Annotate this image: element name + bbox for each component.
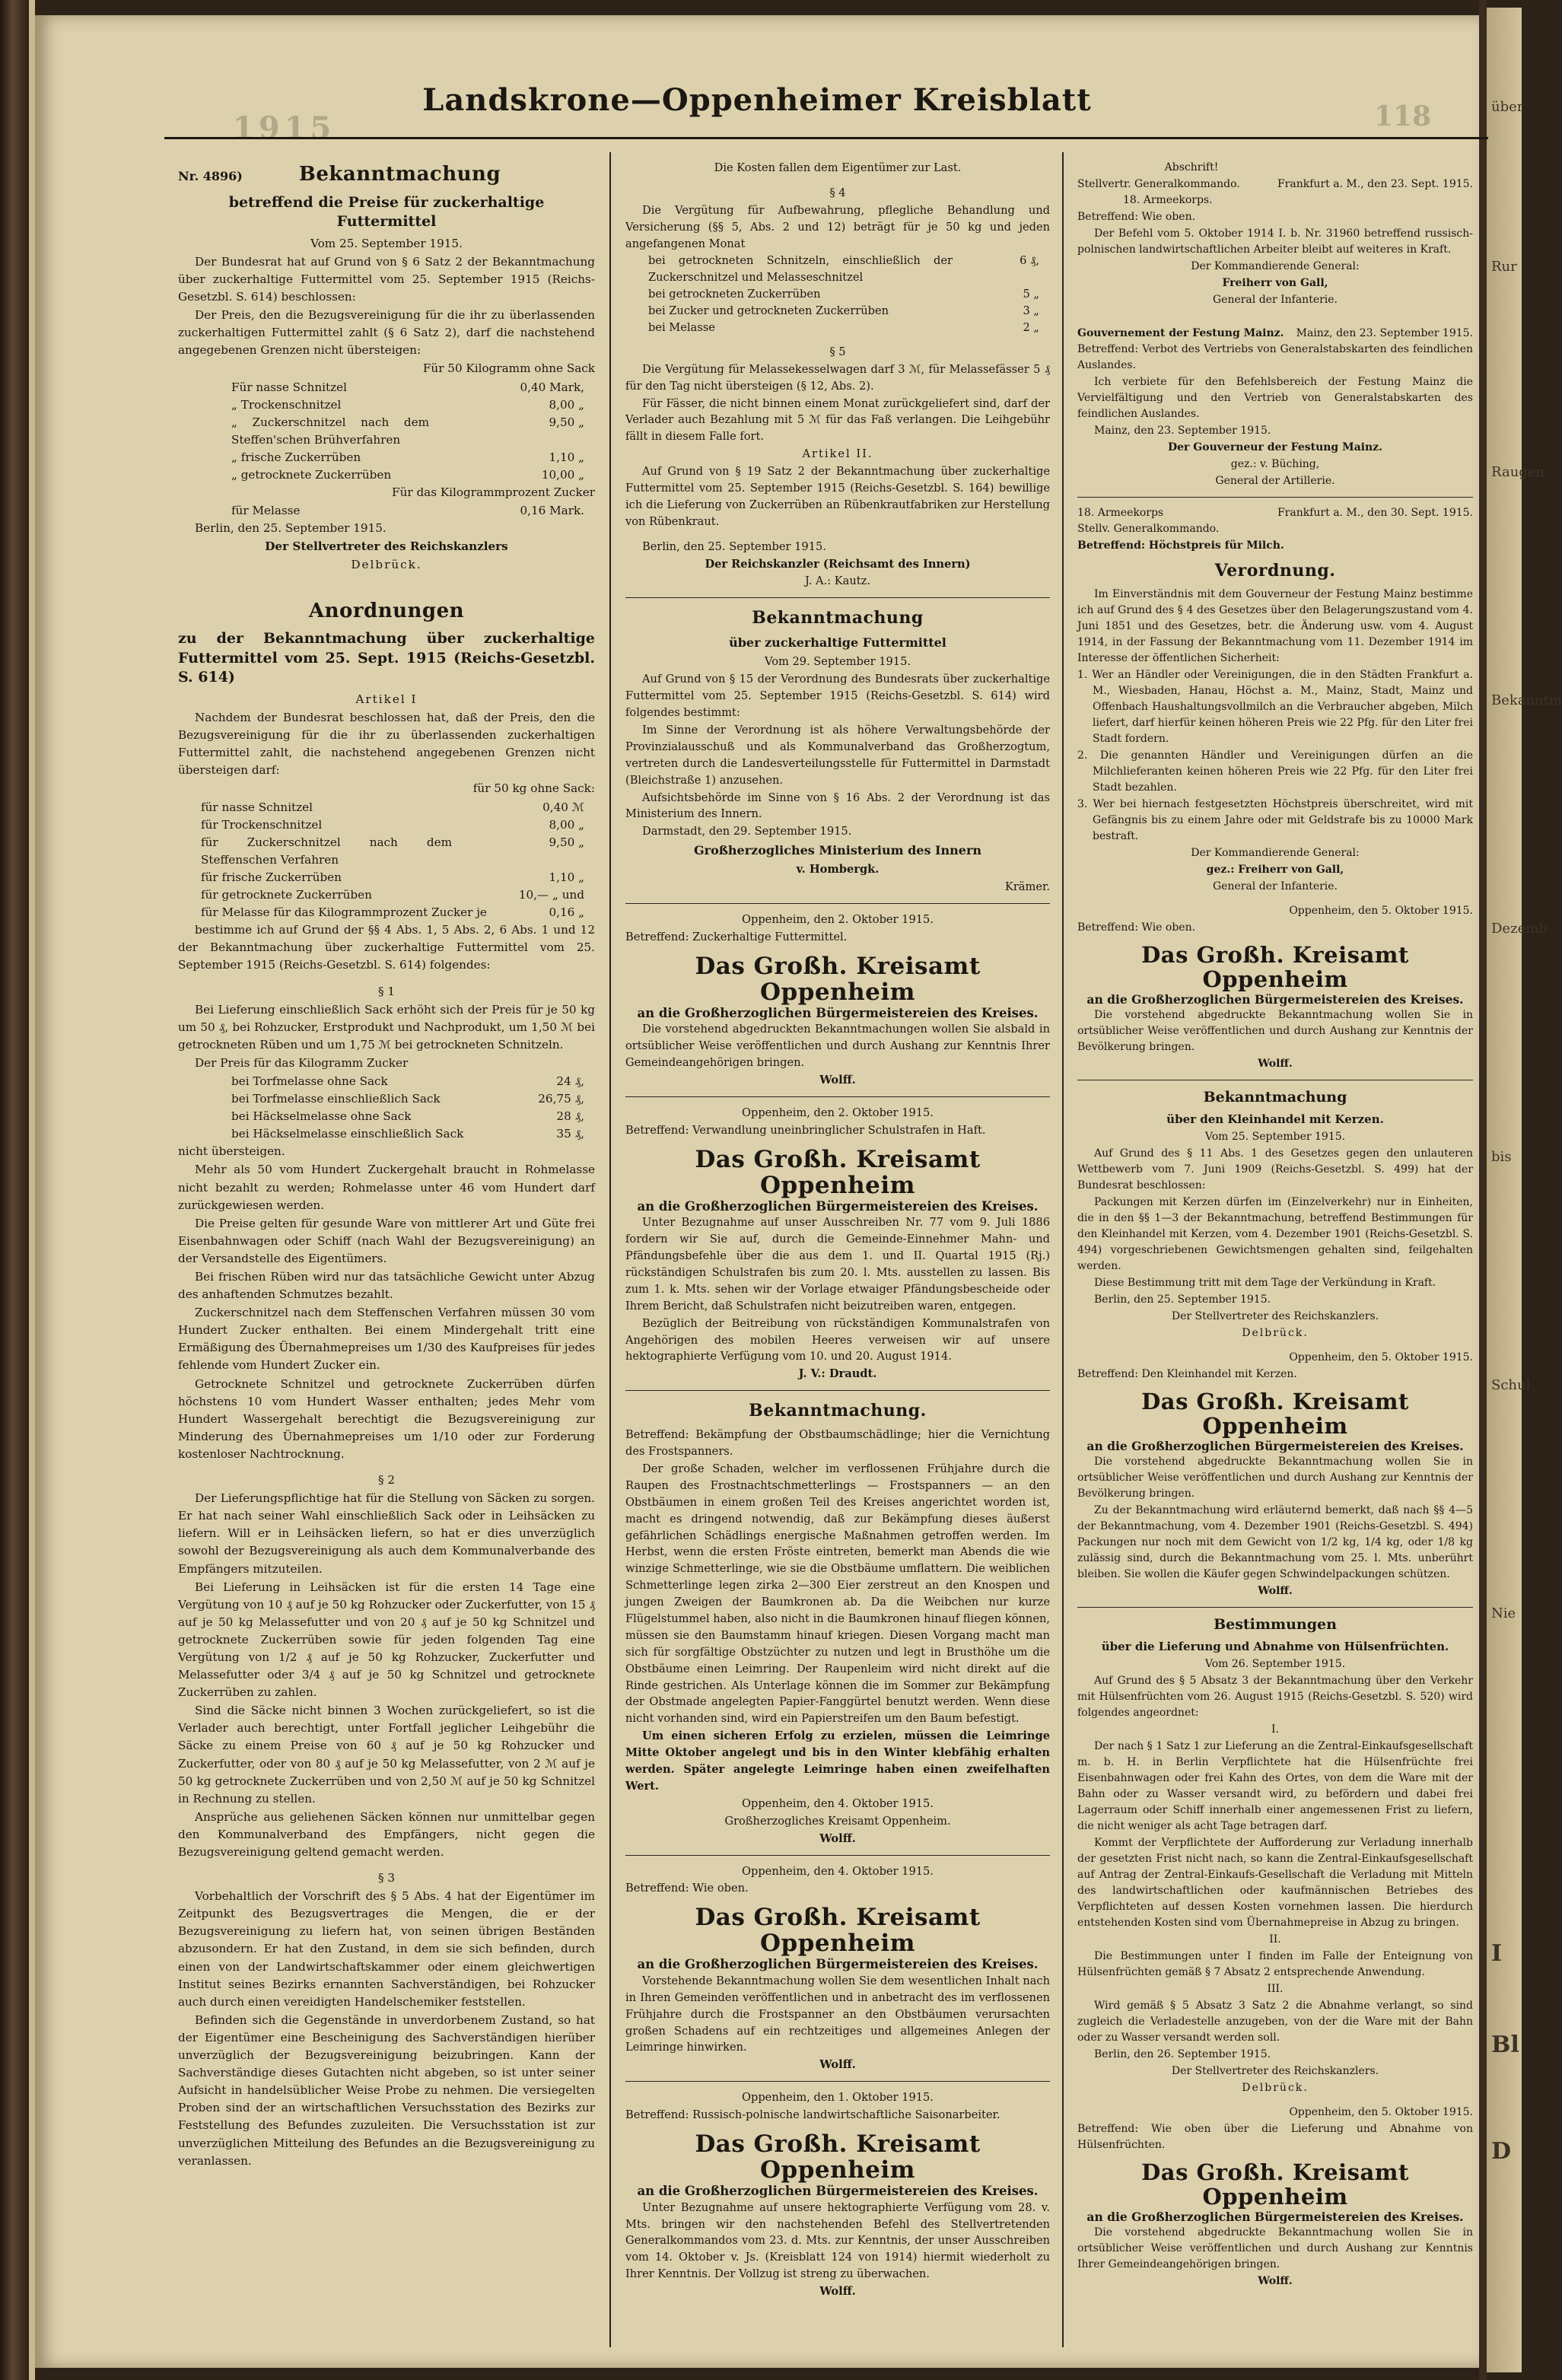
paragraph: Ich verbiete für den Befehlsbereich der Festung Mainz die Vervielfältigung und den Vertrieb von Generalstabskarten des feindlichen Auslandes.	[1077, 376, 1473, 420]
price-row: für Melasse 0,16 Mark.	[231, 504, 584, 518]
price-row: bei Torfmelasse ohne Sack 24 ₰,	[231, 1074, 584, 1088]
corps-label: 18. Armeekorps.	[1123, 194, 1213, 206]
betreff: Betreffend: Bekämpfung der Obstbaumschädlinge; hier die Vernichtung des Frostspanners.	[625, 1428, 1050, 1459]
kreisamt-heading: Das Großh. Kreisamt Oppenheim	[1141, 2159, 1409, 2210]
signer-name: J. A.: Kautz.	[805, 574, 870, 588]
ministry-name: Großherzogliches Ministerium des Innern	[693, 843, 982, 858]
signer-title: Der Kommandierende General:	[1191, 260, 1360, 272]
kreisamt-subheading: an die Großherzoglichen Bürgermeistereien des Kreises.	[637, 1005, 1039, 1020]
paragraph: Nachdem der Bundesrat beschlossen hat, daß der Preis, den die Bezugsvereinigung für die ihr zu überlassenden zuckerhaltigen Futtermittel zahlt, die nachstehend angegebenen Grenzen nicht übersteigen darf:	[178, 711, 595, 778]
list-item: 2. Die genannten Händler und Vereinigungen dürfen an die Milchlieferanten keinen höheren Preis wie 22 Pfg. für den Liter frei Stadt bezahlen.	[1077, 749, 1473, 794]
betreff: Betreffend: Wie oben.	[1077, 921, 1196, 934]
column-3	[1077, 160, 1473, 2290]
price-row: „ getrocknete Zuckerrüben 10,00 „	[231, 468, 584, 482]
kreisamt-subheading: an die Großherzoglichen Bürgermeistereien des Kreises.	[1086, 2209, 1464, 2224]
adjacent-page-fragment: Nie	[1491, 1605, 1516, 1621]
section-sign: § 1	[377, 984, 396, 998]
kreisamt-heading: Das Großh. Kreisamt Oppenheim	[1141, 942, 1409, 992]
price-row: bei getrockneten Zuckerrüben 5 „	[648, 288, 1039, 301]
signer-name: Delbrück.	[1242, 2082, 1309, 2095]
signer-title: Der Kommandierende General:	[1191, 847, 1360, 859]
page-edge	[29, 0, 35, 2380]
bleed-through-page-number: 118	[1374, 100, 1432, 132]
office-name: Großherzogliches Kreisamt Oppenheim.	[724, 1814, 951, 1828]
signer-name: Wolff.	[819, 1831, 856, 1845]
betreff: Betreffend: Höchstpreis für Milch.	[1077, 539, 1284, 552]
notice-date: Oppenheim, den 5. Oktober 1915.	[1289, 905, 1473, 917]
kreisamt-heading: Das Großh. Kreisamt Oppenheim	[695, 2130, 981, 2184]
price-row: für Trockenschnitzel 8,00 „	[201, 817, 584, 832]
price-row: „ frische Zuckerrüben 1,10 „	[231, 450, 584, 464]
signer-name: Wolff.	[819, 1074, 856, 1087]
notice-subheading: über den Kleinhandel mit Kerzen.	[1166, 1112, 1384, 1126]
betreff: Betreffend: Verwandlung uneinbringlicher Schulstrafen in Haft.	[625, 1123, 986, 1137]
signer-name: Delbrück.	[351, 558, 422, 572]
paragraph: Der Befehl vom 5. Oktober 1914 I. b. Nr. 31960 betreffend russisch-polnischen landwirtschaftlichen Arbeiter bleibt auf weiteres in Kraft.	[1077, 228, 1473, 256]
signer-rank: General der Infanterie.	[1212, 880, 1338, 892]
newspaper-page	[35, 15, 1479, 2368]
notice-date: Vom 29. September 1915.	[765, 655, 911, 669]
paragraph: Im Einverständnis mit dem Gouverneur der Festung Mainz bestimme ich auf Grund des § 4 des Gesetzes über den Belagerungszustand vom 4. Juni 1851 und des Gesetzes, betr. die Änderung usw. vom 4. August 1914, in der Fassung der Bekanntmachung vom 11. Dezember 1914 im Interesse der öffentlichen Sicherheit:	[1077, 588, 1473, 664]
paragraph: Die Preise gelten für gesunde Ware von mittlerer Art und Güte frei Eisenbahnwagen oder Schiff (nach Wahl der Bezugsvereinigung) an der Versandstelle des Eigentümers.	[178, 1216, 595, 1265]
place-date: Berlin, den 25. September 1915.	[642, 539, 826, 553]
paragraph: Diese Bestimmung tritt mit dem Tage der Verkündung in Kraft.	[1094, 1277, 1436, 1290]
notice-date: Oppenheim, den 4. Oktober 1915.	[742, 1796, 934, 1810]
paragraph: Die Kosten fallen dem Eigentümer zur Last.	[714, 161, 962, 174]
price-row: „ Trockenschnitzel 8,00 „	[231, 397, 584, 412]
signer-name: Wolff.	[819, 2058, 856, 2072]
paragraph: Auf Grund des § 5 Absatz 3 der Bekanntmachung über den Verkehr mit Hülsenfrüchten vom 26. August 1915 (Reichs-Gesetzbl. S. 520) wird folgendes angeordnet:	[1077, 1675, 1473, 1720]
paragraph: Bei Lieferung in Leihsäcken ist für die ersten 14 Tage eine Vergütung von 10 ₰ auf je 50 kg Rohzucker oder Zuckerfutter, von 15 ₰ auf je 50 kg Melassefutter und von 20 ₰ auf je 50 kg Schnitzel und getrocknete Zuckerrüben sowie für jeden folgenden Tag eine Vergütung von 1/2 ₰ auf je 50 kg Rohzucker, Zuckerfutter und Melassefutter oder 3/4 ₰ auf je 50 kg Schnitzel und getrocknete Zuckerrüben zu zahlen.	[178, 1580, 595, 1700]
signer-name: v. Hombergk.	[796, 863, 880, 877]
paragraph: Unter Bezugnahme auf unser Ausschreiben Nr. 77 vom 9. Juli 1886 fordern wir Sie auf, durch die Gemeinde-Einnehmer Mahn- und Pfändungsbefehle über die aus dem 1. und II. Quartal 1915 (Rj.) rückständigen Schulstrafen bis zum 20. l. Mts. ausstellen zu lassen. Bis zum 1. k. Mts. sehen wir der Vorlage etwaiger Pfändungsbescheide oder Ihrem Bericht, daß Schulstrafen nicht beizutreiben waren, entgegen.	[625, 1216, 1050, 1312]
notice-heading: Bekanntmachung	[752, 608, 924, 628]
signer-name: Wolff.	[819, 2285, 856, 2299]
signer-title: Der Stellvertreter des Reichskanzlers.	[1171, 1310, 1379, 1323]
signer-name: Wolff.	[1258, 1057, 1293, 1070]
masthead-title: Landskrone—Oppenheimer Kreisblatt	[422, 82, 1092, 118]
paragraph: Sind die Säcke nicht binnen 3 Wochen zurückgeliefert, so ist die Verlader auch berechtigt, unter Fortfall jeglicher Leihgebühr die Säcke zu einem Preise von 60 ₰ auf je 50 kg Rohzucker und Zuckerfutter, oder von 80 ₰ auf je 50 kg Melassefutter, von 2 ℳ auf je 50 kg getrocknete Zuckerrüben und von 2,50 ℳ auf je 50 kg Schnitzel in Rechnung zu stellen.	[178, 1704, 595, 1806]
price-row: für frische Zuckerrüben 1,10 „	[201, 870, 584, 884]
paragraph: Die vorstehend abgedruckten Bekanntmachungen wollen Sie alsbald in ortsüblicher Weise veröffentlichen und durch Aushang zur Kenntnis Ihrer Gemeindeangehörigen bringen.	[625, 1023, 1050, 1070]
paragraph: Die Bestimmungen unter I finden im Falle der Enteignung von Hülsenfrüchten gemäß § 7 Absatz 2 entsprechende Anwendung.	[1077, 1950, 1473, 1979]
notice-heading: Bekanntmachung.	[749, 1401, 927, 1421]
signer-name: Krämer.	[1004, 880, 1050, 894]
place-date: Darmstadt, den 29. September 1915.	[642, 825, 852, 838]
section-sign: § 3	[377, 1871, 396, 1885]
paragraph: Packungen mit Kerzen dürfen im (Einzelverkehr) nur in Einheiten, die in den §§ 1—3 der Bekanntmachung, betreffend Bestimmungen für den Kleinhandel mit Kerzen, vom 4. Dezember 1901 (Reichs-Gesetzbl. S. 494) vorgeschriebenen Gewichtsmengen gehalten sind, feilgehalten werden.	[1077, 1196, 1473, 1273]
betreff: Betreffend: Russisch-polnische landwirtschaftliche Saisonarbeiter.	[625, 2108, 1001, 2122]
section-subheading: zu der Bekanntmachung über zuckerhaltige Futtermittel vom 25. Sept. 1915 (Reichs-Gesetzbl. S. 614)	[178, 630, 595, 686]
paragraph: Der nach § 1 Satz 1 zur Lieferung an die Zentral-Einkaufsgesellschaft m. b. H. in Berlin Verpflichtete hat die Hülsenfrüchte frei Eisenbahnwagen oder frei Kahn des Ortes, von dem die Ware mit der Bahn oder zu Wasser versandt wird, zu befördern und dabei frei Lagerraum oder Schiff innerhalb einer angemessenen Frist zu liefern, die nicht weniger als acht Tage betragen darf.	[1077, 1740, 1473, 1833]
signer-name: Delbrück.	[1242, 1327, 1309, 1340]
adjacent-page-fragment: Rur	[1491, 259, 1517, 275]
header-line: Stellv. Generalkommando.	[1077, 523, 1220, 535]
adjacent-page-fragment: I	[1491, 1940, 1503, 1967]
betreff: Betreffend: Wie oben.	[1077, 211, 1196, 223]
signer-title: Der Stellvertreter des Reichskanzlers	[265, 539, 508, 554]
notice-subheading: über die Lieferung und Abnahme von Hülsenfrüchten.	[1101, 1639, 1449, 1653]
signer-name: gez.: Freiherr von Gall,	[1206, 864, 1344, 876]
paragraph: Zuckerschnitzel nach dem Steffenschen Verfahren müssen 30 vom Hundert Zucker enthalten. Bei einem Mindergehalt tritt eine Ermäßigung des Übernahmepreises um 1/30 des Kaufpreises für jedes fehlende vom Hundert Zucker ein.	[178, 1306, 595, 1373]
notice-heading: Bestimmungen	[1214, 1615, 1337, 1633]
paragraph: Der Preis für das Kilogramm Zucker	[195, 1055, 409, 1070]
price-row: „ Zuckerschnitzel nach dem Steffen'schen Brühverfahren 9,50 „	[231, 415, 584, 447]
paragraph: Ansprüche aus geliehenen Säcken können nur unmittelbar gegen den Kommunalverband des Empfängers, nicht gegen die Bezugsvereinigung geltend gemacht werden.	[178, 1809, 595, 1860]
notice-subheading: betreffend die Preise für zuckerhaltige Futtermittel	[228, 193, 545, 231]
betreff: Betreffend: Wie oben über die Lieferung und Abnahme von Hülsenfrüchten.	[1077, 2123, 1473, 2152]
paragraph: Für Fässer, die nicht binnen einem Monat zurückgeliefert sind, darf der Verlader auch Bezahlung mit 5 ℳ für das Faß verlangen. Die Leihgebühr fällt in diesem Falle fort.	[625, 396, 1050, 444]
kreisamt-heading: Das Großh. Kreisamt Oppenheim	[695, 1904, 981, 1958]
paragraph: Auf Grund des § 11 Abs. 1 des Gesetzes gegen den unlauteren Wettbewerb vom 7. Juni 1909 (Reichs-Gesetzbl. S. 499) hat der Bundesrat beschlossen:	[1077, 1147, 1473, 1192]
paragraph: Die vorstehend abgedruckte Bekanntmachung wollen Sie in ortsüblicher Weise veröffentlichen und durch Aushang zur Kenntnis der Bevölkerung bringen.	[1077, 1455, 1473, 1500]
paragraph: Der Bundesrat hat auf Grund von § 6 Satz 2 der Bekanntmachung über zuckerhaltige Futtermittel vom 25. September 1915 (Reichs-Gesetzbl. S. 614) beschlossen:	[178, 254, 595, 304]
signer-title: Der Reichskanzler (Reichsamt des Innern)	[705, 557, 971, 571]
paragraph: Der Preis, den die Bezugsvereinigung für die ihr zu überlassenden zuckerhaltigen Futtermittel zahlt (§ 6 Satz 2), darf die nachstehend angegebenen Grenzen nicht übersteigen:	[178, 308, 595, 358]
notice-date: Oppenheim, den 5. Oktober 1915.	[1289, 2106, 1473, 2119]
article-label: Artikel II.	[802, 447, 873, 461]
paragraph: Befinden sich die Gegenstände in unverdorbenem Zustand, so hat der Eigentümer eine Bescheinigung des Sachverständigen hierüber unverzüglich der Bezugsvereinigung beizubringen. Kann der Sachverständige dieses Gutachten nicht abgeben, so ist unter seiner Aufsicht in handelsüblicher Weise Probe zu nehmen. Die versiegelten Proben sind der an wirtschaftlichen Versuchsstation des Bezirks zur Feststellung des Befundes zuzuleiten. Die Versuchsstation ist zur unverzüglichen Mitteilung des Befundes an die Bezugsvereinigung zu veranlassen.	[178, 2013, 595, 2168]
paragraph: Unter Bezugnahme auf unsere hektographierte Verfügung vom 28. v. Mts. bringen wir den nachstehenden Befehl des Stellvertretenden Generalkommandos vom 23. d. Mts. zur Kenntnis, der unser Ausschreiben vom 14. Oktober v. Js. (Kreisblatt 124 von 1914) hiermit wiederholt zu Ihrer Kenntnis. Der Vollzug ist streng zu überwachen.	[625, 2200, 1050, 2281]
adjacent-page-fragment: bis	[1491, 1149, 1512, 1165]
notice-date: Vom 25. September 1915.	[310, 236, 463, 250]
price-row: für nasse Schnitzel 0,40 ℳ	[201, 800, 584, 814]
header-line: 18. Armeekorps Frankfurt a. M., den 30. Sept. 1915.	[1077, 507, 1473, 519]
price-row: bei Häckselmelasse ohne Sack 28 ₰,	[231, 1109, 584, 1124]
list-item: 3. Wer bei hiernach festgesetzten Höchstpreis überschreitet, wird mit Gefängnis bis zu einem Jahre oder mit Geldstrafe bis zu 10000 Mark bestraft.	[1077, 798, 1473, 842]
adjacent-page-fragment: Raugen	[1491, 464, 1545, 480]
book-gutter-right	[1479, 0, 1487, 2380]
signer-name: Wolff.	[1258, 2275, 1293, 2288]
notice-date: Vom 25. September 1915.	[1204, 1131, 1346, 1144]
adjacent-page-fragment: D	[1491, 2138, 1512, 2165]
place-date: Berlin, den 25. September 1915.	[1094, 1293, 1271, 1306]
paragraph: Vorbehaltlich der Vorschrift des § 5 Abs. 4 hat der Eigentümer im Zeitpunkt des Bezugsvertrages die Mengen, die er der Bezugsvereinigung zu liefern hat, von seinen übrigen Beständen abzusondern. Er hat den Zustand, in dem sie sich befinden, durch einen von der Landwirtschaftskammer oder einem gleichwertigen Institut seines Bezirks ernannten Sachverständigen, bei Rohzucker auch durch einen vereidigten Handelschemiker feststellen.	[178, 1889, 595, 2009]
place-date: Berlin, den 26. September 1915.	[1094, 2048, 1271, 2061]
signer-title: Der Gouverneur der Festung Mainz.	[1168, 441, 1382, 453]
kreisamt-heading: Das Großh. Kreisamt Oppenheim	[695, 952, 981, 1006]
notice-date: Oppenheim, den 5. Oktober 1915.	[1289, 1351, 1473, 1364]
price-row: bei Zucker und getrockneten Zuckerrüben 3 „	[648, 304, 1039, 318]
kreisamt-subheading: an die Großherzoglichen Bürgermeistereien des Kreises.	[637, 1957, 1039, 1972]
bleed-through-year: 1915	[233, 110, 336, 146]
section-heading: Anordnungen	[308, 599, 465, 622]
signer-name: gez.: v. Büching,	[1230, 458, 1320, 470]
paragraph: Auf Grund von § 15 der Verordnung des Bundesrats über zuckerhaltige Futtermittel vom 25. September 1915 (Reichs-Gesetzbl. S. 614) wird folgendes bestimmt:	[625, 673, 1050, 720]
signer-rank: General der Infanterie.	[1212, 294, 1338, 306]
notice-date: Vom 26. September 1915.	[1204, 1658, 1346, 1671]
list-item: 1. Wer an Händler oder Vereinigungen, die in den Städten Frankfurt a. M., Wiesbaden, Hanau, Höchst a. M., Mainz, Stadt, Mainz und Offenbach Haushaltungsvollmilch an die Verbraucher abgeben, Milch liefert, darf hierfür keinen höheren Preis wie 22 Pfg. für den Liter frei Stadt fordern.	[1077, 669, 1473, 745]
paragraph: bestimme ich auf Grund der §§ 4 Abs. 1, 5 Abs. 2, 6 Abs. 1 und 12 der Bekanntmachung über zuckerhaltige Futtermittel vom 25. September 1915 (Reichs-Gesetzbl. S. 614) folgendes:	[178, 923, 595, 972]
table-header: Für das Kilogrammprozent Zucker	[392, 485, 595, 500]
price-row: für Zuckerschnitzel nach dem Steffenschen Verfahren 9,50 „	[201, 835, 584, 867]
place-date: Mainz, den 23. September 1915.	[1094, 425, 1271, 437]
adjacent-page-fragment: Dezemb	[1491, 921, 1548, 937]
paragraph: Auf Grund von § 19 Satz 2 der Bekanntmachung über zuckerhaltige Futtermittel vom 25. September 1915 (Reichs-Gesetzbl. S. 164) bewillige ich die Lieferung von Zuckerrüben an Rübenkrautfabriken zur Herstellung von Rübenkraut.	[625, 465, 1050, 528]
adjacent-page-fragment: über	[1491, 99, 1524, 115]
paragraph: Wird gemäß § 5 Absatz 3 Satz 2 die Abnahme verlangt, so sind zugleich die Verladestelle anzugeben, von der die Ware mit der Bahn oder zu Wasser versandt werden soll.	[1077, 2000, 1473, 2044]
paragraph: Mehr als 50 vom Hundert Zuckergehalt braucht in Rohmelasse nicht bezahlt zu werden; Rohmelasse unter 46 vom Hundert darf zurückgewiesen werden.	[178, 1163, 595, 1212]
adjacent-page-fragment: Schul	[1491, 1377, 1531, 1393]
price-row: bei Melasse 2 „	[648, 321, 1039, 335]
section-sign: § 2	[377, 1473, 396, 1488]
price-row: für getrocknete Zuckerrüben 10,— „ und	[201, 888, 584, 902]
paragraph: Bei Lieferung einschließlich Sack erhöht sich der Preis für je 50 kg um 50 ₰, bei Rohzucker, Erstprodukt und Nachprodukt, um 1,50 ℳ bei getrockneten Rüben und um 1,75 ℳ bei getrockneten Schnitzeln.	[178, 1002, 595, 1052]
header-line: Gouvernement der Festung Mainz. Mainz, den 23. September 1915.	[1077, 327, 1473, 339]
paragraph: Getrocknete Schnitzel und getrocknete Zuckerrüben dürfen höchstens 10 vom Hundert Wasser enthalten; jedes Mehr vom Hundert Wassergehalt berechtigt die Bezugsvereinigung zur Minderung des Übernahmepreises um 1/10 oder zur Forderung kostenloser Nachtrocknung.	[178, 1376, 595, 1461]
adjacent-page-fragment: Bekanntm	[1491, 692, 1562, 708]
place-date: Berlin, den 25. September 1915.	[195, 521, 387, 536]
betreff: Betreffend: Verbot des Vertriebs von Generalstabskarten des feindlichen Auslandes.	[1077, 343, 1473, 371]
paragraph: Um einen sicheren Erfolg zu erzielen, müssen die Leimringe Mitte Oktober angelegt und bis in den Winter klebfähig erhalten werden. Später angelegte Leimringe haben einen zweifelhaften Wert.	[625, 1729, 1050, 1793]
price-row: Für nasse Schnitzel 0,40 Mark,	[231, 380, 584, 394]
paragraph: Die Vergütung für Melassekesselwagen darf 3 ℳ, für Melassefässer 5 ₰ für den Tag nicht übersteigen (§ 12, Abs. 2).	[625, 362, 1050, 393]
section-sign: § 5	[829, 345, 846, 358]
kreisamt-heading: Das Großh. Kreisamt Oppenheim	[1141, 1389, 1409, 1439]
column-1	[178, 160, 595, 2171]
paragraph: Aufsichtsbehörde im Sinne von § 16 Abs. 2 der Verordnung ist das Ministerium des Innern.	[625, 791, 1050, 821]
signer-name: J. V.: Draudt.	[798, 1367, 877, 1381]
article-label: Artikel I	[355, 692, 418, 707]
notice-number: Nr. 4896)	[178, 169, 243, 183]
kreisamt-subheading: an die Großherzoglichen Bürgermeistereien des Kreises.	[1086, 1438, 1464, 1453]
header-line: Stellvertr. Generalkommando. Frankfurt a. M., den 23. Sept. 1915.	[1077, 178, 1473, 190]
notice-date: Oppenheim, den 2. Oktober 1915.	[742, 1106, 934, 1119]
masthead-rule	[164, 137, 1488, 139]
section-sign: I.	[1271, 1723, 1279, 1736]
notice-date: Oppenheim, den 1. Oktober 1915.	[742, 2091, 934, 2105]
notice-heading: Bekanntmachung	[1203, 1088, 1347, 1106]
kreisamt-subheading: an die Großherzoglichen Bürgermeistereien des Kreises.	[637, 1198, 1039, 1214]
table-header: für 50 kg ohne Sack:	[472, 781, 595, 796]
paragraph: Zu der Bekanntmachung wird erläuternd bemerkt, daß nach §§ 4—5 der Bekanntmachung, vom 4. Dezember 1901 (Reichs-Gesetzbl. S. 494) Packungen nur noch mit dem Gewicht von 1/2 kg, 1/4 kg, oder 1/8 kg zulässig sind, durch die Bekanntmachung vom 25. l. Mts. unberührt bleiben. Sie wollen die Käufer gegen Schwindelpackungen schützen.	[1077, 1503, 1473, 1580]
paragraph: Kommt der Verpflichtete der Aufforderung zur Verladung innerhalb der gesetzten Frist nicht nach, so kann die Zentral-Einkaufsgesellschaft auf Antrag der Zentral-Einkaufs-Gesellschaft die Verladung mit Mitteln des landwirtschaftlichen oder kaufmännischen Betriebes des Verpflichteten auf dessen Kosten vornehmen lassen. Die hierdurch entstehenden Kosten sind vom Übernahmepreise in Abzug zu bringen.	[1077, 1837, 1473, 1930]
price-row: für Melasse für das Kilogrammprozent Zucker je 0,16 „	[201, 905, 584, 920]
kreisamt-subheading: an die Großherzoglichen Bürgermeistereien des Kreises.	[1086, 991, 1464, 1007]
paragraph: Vorstehende Bekanntmachung wollen Sie dem wesentlichen Inhalt nach in Ihren Gemeinden veröffentlichen und in anbetracht des im verflossenen Frühjahre durch die Frostspanner an den Obstbäumen verursachten großen Schadens auf ein rechtzeitiges und allgemeines Anlegen der Leimringe hinwirken.	[625, 1974, 1050, 2054]
paragraph: Der große Schaden, welcher im verflossenen Frühjahre durch die Raupen des Frostnachtschmetterlings — Frostspanners — an den Obstbäumen in einem großen Teil des Kreises angerichtet worden ist, macht es dringend notwendig, daß zur Bekämpfung dieses äußerst gefährlichen Schädlings energische Maßnahmen getroffen werden. Im Herbst, wenn die ersten Fröste eintreten, bemerkt man Abends die wie winzige Schmetterlinge, wie sie die Obstbäume umflattern. Die weiblichen Schmetterlinge legen zirka 2—300 Eier zerstreut an den Knospen und jungen Zweigen der Baumkronen ab. Da die Weibchen nur kurze Flügelstummel haben, also nicht in die Baumkronen hinauf fliegen können, müssen sie den Baumstamm hinauf kriegen. Diesen Vorgang macht man sich für sorgfältige Obstzüchter zu nutzen und legt in Brusthöhe um die Obstbäume einen Leimring. Der Raupenleim wird nicht direkt auf die Rinde gestrichen. Als Unterlage können die im Sommer zur Bekämpfung der Obstmade angelegten Papier-Fanggürtel benutzt werden. Wenn diese nicht vorhanden sind, wird ein Papierstreifen um den Baum befestigt.	[625, 1462, 1050, 1726]
signer-name: Wolff.	[1258, 1584, 1293, 1597]
notice-subheading: über zuckerhaltige Futtermittel	[729, 635, 946, 651]
table-header: Für 50 Kilogramm ohne Sack	[422, 361, 595, 376]
section-sign: § 4	[829, 186, 846, 199]
paragraph: Im Sinne der Verordnung ist als höhere Verwaltungsbehörde der Provinzialausschuß und als Kommunalverband das Großherzogtum, vertreten durch die Landesverteilungsstelle für Futtermittel in Darmstadt (Bleichstraße 1) anzusehen.	[625, 723, 1050, 787]
column-divider	[609, 152, 611, 2347]
adjacent-page-strip	[1487, 8, 1562, 2372]
paragraph: Der Lieferungspflichtige hat für die Stellung von Säcken zu sorgen. Er hat nach seiner Wahl einschließlich Sack oder in Leihsäcken zu liefern. Will er in Leihsäcken liefern, so hat er dies unverzüglich sowohl der Bezugsvereinigung als auch dem Kommunalverbande des Empfängers mitzuteilen.	[178, 1491, 595, 1576]
signer-title: Der Stellvertreter des Reichskanzlers.	[1171, 2065, 1379, 2078]
signer-name: Freiherr von Gall,	[1222, 277, 1328, 289]
kreisamt-heading: Das Großh. Kreisamt Oppenheim	[695, 1145, 981, 1199]
notice-header	[178, 160, 595, 190]
betreff: Betreffend: Wie oben.	[625, 1882, 749, 1895]
paragraph: Bezüglich der Beitreibung von rückständigen Kommunalstrafen von Angehörigen des mobilen Heeres verweisen wir auf unsere hektographierte Verfügung vom 10. und 20. August 1914.	[625, 1316, 1050, 1363]
kreisamt-subheading: an die Großherzoglichen Bürgermeistereien des Kreises.	[637, 2184, 1039, 2199]
copy-label: Abschrift!	[1164, 161, 1219, 173]
betreff: Betreffend: Zuckerhaltige Futtermittel.	[625, 930, 848, 943]
signer-rank: General der Artillerie.	[1215, 475, 1335, 487]
price-row: bei Häckselmelasse einschließlich Sack 35 ₰,	[231, 1127, 584, 1141]
section-sign: II.	[1269, 1933, 1281, 1946]
price-row: bei Torfmelasse einschließlich Sack 26,75 ₰,	[231, 1092, 584, 1106]
paragraph: Die Vergütung für Aufbewahrung, pflegliche Behandlung und Versicherung (§§ 5, Abs. 2 und 12) beträgt für je 50 kg und jeden angefangenen Monat	[625, 203, 1050, 250]
notice-heading: Verordnung.	[1214, 561, 1336, 581]
notice-date: Oppenheim, den 4. Oktober 1915.	[742, 1864, 934, 1878]
notice-date: Oppenheim, den 2. Oktober 1915.	[742, 912, 934, 926]
betreff: Betreffend: Den Kleinhandel mit Kerzen.	[1077, 1368, 1297, 1381]
price-row: bei getrockneten Schnitzeln, einschließlich der Zuckerschnitzel und Melasseschnitzel 6 ₰,	[648, 254, 1039, 285]
paragraph: nicht übersteigen.	[178, 1144, 285, 1159]
paragraph: Die vorstehend abgedruckte Bekanntmachung wollen Sie in ortsüblicher Weise veröffentlichen und durch Aushang zur Kenntnis Ihrer Gemeindeangehörigen bringen.	[1077, 2226, 1473, 2271]
notice-heading: Bekanntmachung	[298, 163, 501, 186]
book-spine-left	[0, 0, 29, 2380]
adjacent-page-fragment: Bl	[1491, 2032, 1519, 2058]
section-sign: III.	[1267, 1983, 1284, 1996]
column-divider	[1062, 152, 1064, 2347]
paragraph: Bei frischen Rüben wird nur das tatsächliche Gewicht unter Abzug des anhaftenden Schmutzes bezahlt.	[178, 1270, 595, 1302]
paragraph: Die vorstehend abgedruckte Bekanntmachung wollen Sie in ortsüblicher Weise veröffentlichen und durch Aushang zur Kenntnis der Bevölkerung bringen.	[1077, 1008, 1473, 1053]
column-2	[625, 160, 1050, 2301]
